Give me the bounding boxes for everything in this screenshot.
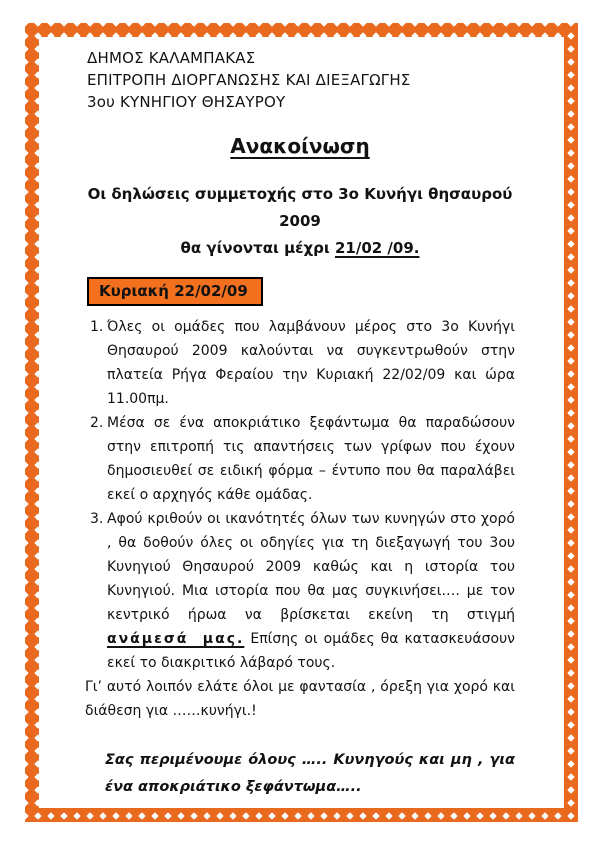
deadline-date: 21/02 /09. bbox=[334, 239, 420, 257]
announcement-list bbox=[90, 315, 515, 675]
footer-paragraph: Σας περιμένουμε όλους ….. Κυνηγούς και μη , για ένα αποκριάτικο ξεφάντωμα….. bbox=[105, 752, 515, 795]
list-item-text: Μέσα σε ένα αποκριάτικο ξεφάντωμα θα παραδώσουν στην επιτροπή τις απαντήσεις των γρίφων που έχουν δημοσιευθεί σε ειδική φόρμα – έντυπο που θα παραλάβει εκεί ο αρχηγός κάθε ομάδας. bbox=[107, 415, 515, 503]
header-line-3: 3ου ΚΥΝΗΓΙΟΥ ΘΗΣΑΥΡΟΥ bbox=[87, 93, 286, 111]
closing-paragraph: Γι’ αυτό λοιπόν ελάτε όλοι με φαντασία , όρεξη για χορό και διάθεση για ……κυνήγι.! bbox=[85, 679, 515, 719]
list-item bbox=[90, 411, 515, 507]
list-item-number: 3. bbox=[90, 511, 104, 527]
page-title: Ανακοίνωση bbox=[230, 134, 370, 158]
page-content bbox=[39, 37, 564, 808]
intro-line-2-prefix: θα γίνονται μέχρι bbox=[180, 239, 335, 257]
date-badge: Κυριακή 22/02/09 bbox=[87, 277, 263, 306]
list-item bbox=[90, 315, 515, 411]
intro-line-1: Οι δηλώσεις συμμετοχής στο 3ο Κυνήγι θησαυρού 2009 bbox=[87, 185, 513, 230]
header-line-2: ΕΠΙΤΡΟΠΗ ΔΙΟΡΓΑΝΩΣΗΣ ΚΑΙ ΔΙΕΞΑΓΩΓΗΣ bbox=[87, 71, 411, 89]
intro-paragraph bbox=[85, 181, 515, 262]
decorative-border bbox=[25, 23, 578, 822]
list-item-number: 2. bbox=[90, 415, 104, 431]
list-item-text: Όλες οι ομάδες που λαμβάνουν μέρος στο 3ο Κυνήγι Θησαυρού 2009 καλούνται να συγκεντρωθούν στην πλατεία Ρήγα Φεραίου την Κυριακή 22/02/09 και ώρα 11.00πμ. bbox=[107, 319, 515, 407]
list-item-number: 1. bbox=[90, 319, 104, 335]
list-item bbox=[90, 507, 515, 675]
list-item-text-after: Επίσης οι ομάδες θα κατασκευάσουν εκεί το διακριτικό λάβαρό τους. bbox=[107, 631, 515, 671]
page-title-wrap bbox=[85, 134, 515, 158]
header-line-1: ΔΗΜΟΣ ΚΑΛΑΜΠΑΚΑΣ bbox=[87, 49, 256, 67]
list-item-emphasis: ανάμεσά μας. bbox=[107, 631, 245, 647]
list-item-text: Αφού κριθούν οι ικανότητές όλων των κυνηγών στο χορό , θα δοθούν όλες οι οδηγίες για τη διεξαγωγή του 3ου Κυνηγιού Θησαυρού 2009 καθώς και η ιστορία του Κυνηγιού. Μια ιστορία που θα μας συγκινήσει…. με τον κεντρικό ήρωα να βρίσκεται εκείνη τη στιγμή bbox=[107, 511, 515, 623]
document-header bbox=[87, 47, 515, 113]
